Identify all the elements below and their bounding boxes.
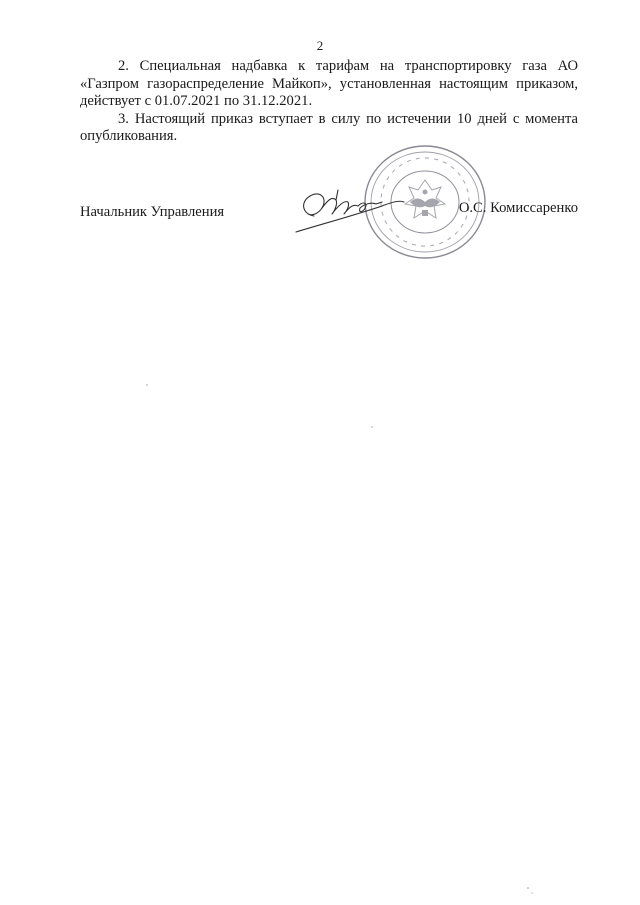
scan-speck	[531, 892, 532, 893]
paragraph-2: 2. Специальная надбавка к тарифам на транспортировку газа АО «Газпром газораспределение Майкоп», установленная настоящим приказом, действует с 01.07.2021 по 31.12.2021.	[80, 58, 578, 109]
scan-speck	[146, 384, 147, 385]
signer-position: Начальник Управления	[80, 204, 225, 220]
page-number: 2	[316, 38, 324, 53]
paragraph-3: 3. Настоящий приказ вступает в силу по истечении 10 дней с момента опубликования.	[80, 110, 578, 144]
scan-speck	[527, 887, 529, 889]
scan-speck	[371, 426, 372, 427]
signer-name: О.С. Комиссаренко	[458, 200, 578, 216]
